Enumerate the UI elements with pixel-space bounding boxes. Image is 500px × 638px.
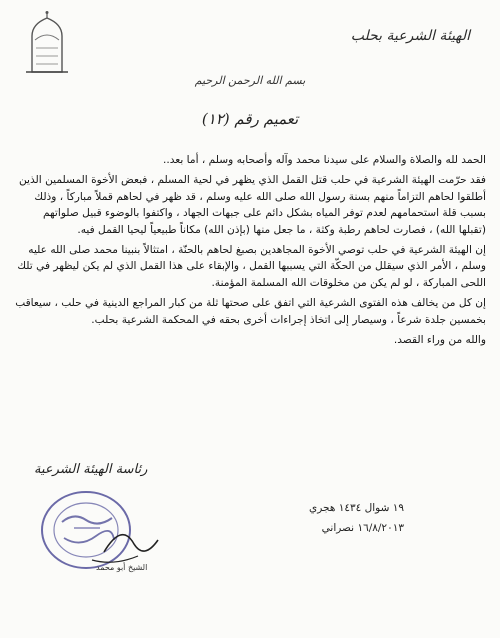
- date-block: [309, 498, 404, 538]
- signatory-name: الشيخ أبو محمد: [96, 563, 148, 572]
- gregorian-date: ١٦/٨/٢٠١٣ نصراني: [321, 522, 404, 534]
- header-title: الهيئة الشرعية بحلب: [350, 28, 470, 44]
- body-paragraph-3: إن الهيئة الشرعية في حلب توصي الأخوة المجاهدين بصبغ لحاهم بالحنّة ، امتثالاً بنبينا محمد صلى الله عليه وسلم ، الأمر الذي سيقلل من الحكّة التي يسببها القمل ، والإبقاء على هذا القمل الذي لم يكن ليظهر في تلك اللحى المباركة ، لو لم يكن من مخلوقات الله المسلمة المؤمنة.: [17, 244, 486, 289]
- basmala: بسم الله الرحمن الرحيم: [194, 74, 306, 87]
- body-paragraph-4: إن كل من يخالف هذه الفتوى الشرعية التي اتفق على صحتها ثلة من كبار المراجع الدينية في حلب ، سيعاقب بخمسين جلدة شرعاً ، وسيصار إلى اتخاذ إجراءات أخرى بحقه في المحكمة الشرعية بحلب.: [15, 297, 486, 326]
- hijri-date: ١٩ شوال ١٤٣٤ هجري: [309, 502, 404, 514]
- circular-title: تعميم رقم (١٢): [201, 110, 299, 128]
- body-paragraph-2: فقد حرّمت الهيئة الشرعية في حلب قتل القمل الذي يظهر في لحية المسلم ، فبعض الأخوة المسلمين الذين أطلقوا لحاهم التزاماً منهم بسنة رسول الله صلى الله عليه وسلم ، قد ظهر في لحاهم قملاً مباركاً ، وذلك بسبب قلة استحمامهم لعدم توفر المياه بشكل دائم على جبهات الجهاد ، واكتفوا بالوضوء قبيل صلواتهم (تقبلها الله) ، فصارت لحاهم رطبة وكثة ، ما جعل منها (بإذن الله) مكاناً طبيعياً ليحيا القمل فيه.: [18, 174, 486, 236]
- logo-emblem: [22, 10, 72, 78]
- body-paragraph-5: والله من وراء القصد.: [393, 334, 486, 347]
- signature-title: رئاسة الهيئة الشرعية: [34, 462, 148, 477]
- document-body: [14, 152, 486, 352]
- body-paragraph-1: الحمد لله والصلاة والسلام على سيدنا محمد وآله وأصحابه وسلم ، أما بعد..: [162, 154, 486, 166]
